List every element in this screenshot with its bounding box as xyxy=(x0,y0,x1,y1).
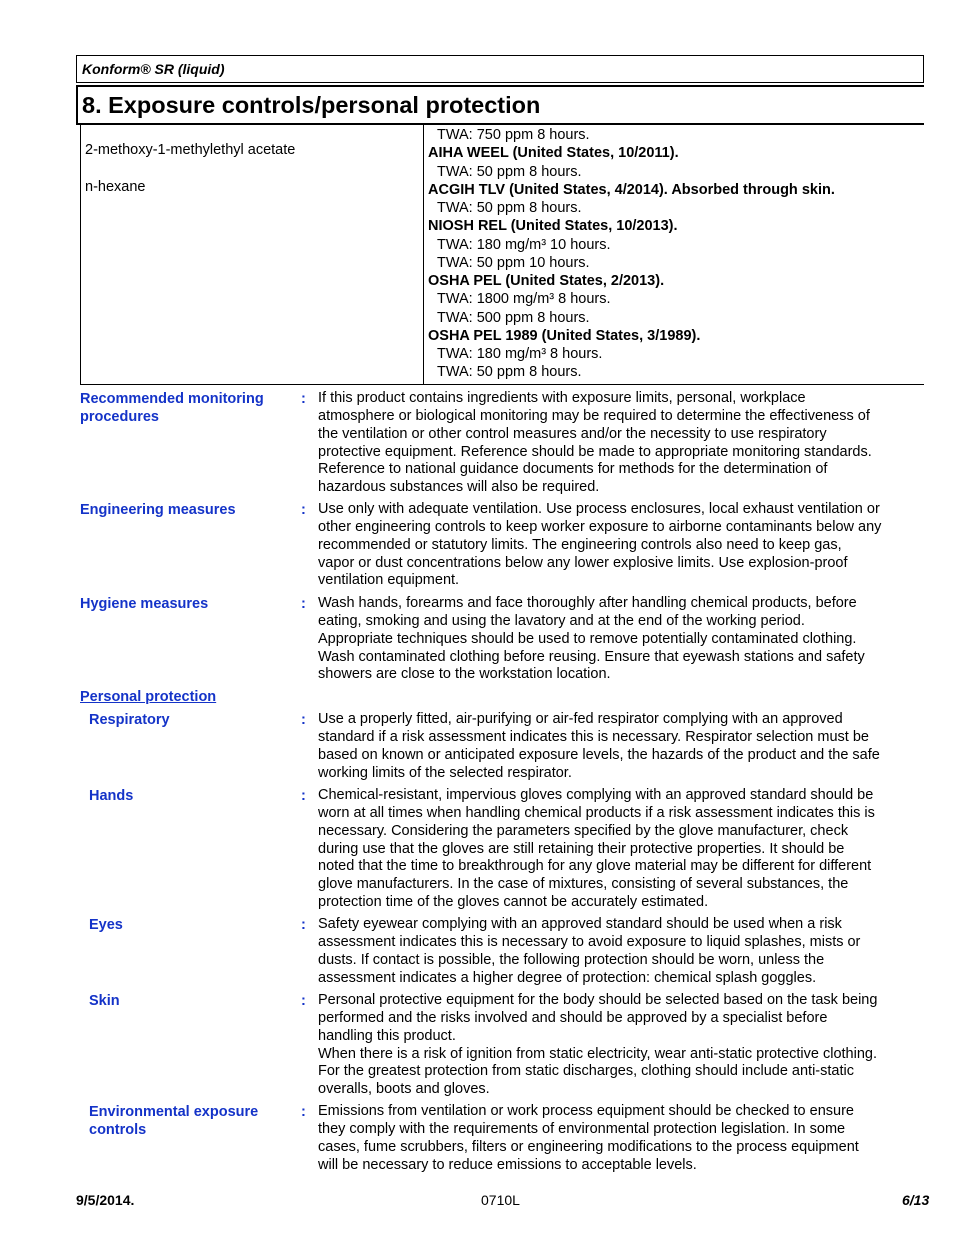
exposure-standard: OSHA PEL (United States, 2/2013). xyxy=(428,273,665,289)
ingredient-name: n-hexane xyxy=(85,179,146,195)
exposure-standard: OSHA PEL 1989 (United States, 3/1989). xyxy=(428,327,701,344)
exposure-value: TWA: 180 mg/m³ 10 hours. xyxy=(437,236,611,253)
monitoring-text: If this product contains ingredients with exposure limits, personal, workplace atmosphere or biological monitoring may be required to determine the effectiveness of the ventilation or other control measures and/or the necessity to use respiratory protective equipment. Reference should be made to appropriate monitoring standards. Reference to national guidance documents for methods for the determination of hazardous substances will also be required. xyxy=(318,390,872,496)
colon: : xyxy=(301,917,306,933)
exposure-standard: ACGIH TLV (United States, 4/2014). Absorbed through skin. xyxy=(428,181,835,198)
footer-code: 0710L xyxy=(481,1192,520,1208)
exposure-standard: AIHA WEEL (United States, 10/2011). xyxy=(428,145,679,162)
respiratory-text: Use a properly fitted, air-purifying or air-fed respirator complying with an approved standard if a risk assessment indicates this is necessary. Respirator selection must be based on known or anticipated exposure levels, the hazards of the product and the safe working limits of the selected respirator. xyxy=(318,711,880,781)
hygiene-label: Hygiene measures xyxy=(80,596,209,612)
colon: : xyxy=(301,712,306,728)
colon: : xyxy=(301,993,306,1009)
hands-label: Hands xyxy=(89,788,134,804)
personal-protection-heading: Personal protection xyxy=(80,689,217,705)
hands-text: Chemical-resistant, impervious gloves complying with an approved standard should be worn at all times when handling chemical products if a risk assessment indicates this is necessary. Considering the parameters specified by the glove manufacturer, check during use that the gloves are still retaining their protective properties. It should be noted that the time to breakthrough for any glove material may be different for different glove manufacturers. In the case of mixtures, consisting of several substances, the protection time of the gloves cannot be accurately estimated. xyxy=(318,787,875,911)
footer-date: 9/5/2014. xyxy=(76,1192,135,1208)
respiratory-label: Respiratory xyxy=(89,712,170,728)
environmental-label: Environmental exposure controls xyxy=(89,1104,259,1138)
eyes-label: Eyes xyxy=(89,917,123,933)
skin-text: Personal protective equipment for the body should be selected based on the task being performed and the risks involved and should be approved by a specialist before handling this product. When there is a risk of ignition from static electricity, wear anti-static protective clothing. For the greatest protection from static discharges, clothing should include anti-static overalls, boots and gloves. xyxy=(318,992,878,1098)
exposure-value: TWA: 50 ppm 10 hours. xyxy=(437,254,590,271)
colon: : xyxy=(301,502,306,518)
exposure-limits-list xyxy=(428,126,923,382)
exposure-standard: NIOSH REL (United States, 10/2013). xyxy=(428,218,678,235)
eyes-text: Safety eyewear complying with an approved standard should be used when a risk assessment indicates this is necessary to avoid exposure to liquid splashes, mists or dusts. If contact is possible, the following protection should be worn, unless the assessment indicates a higher degree of protection: chemical splash goggles. xyxy=(318,916,861,986)
exposure-value: TWA: 1800 mg/m³ 8 hours. xyxy=(437,291,611,308)
exposure-value: TWA: 500 ppm 8 hours. xyxy=(437,309,590,326)
colon: : xyxy=(301,788,306,804)
engineering-label: Engineering measures xyxy=(80,502,236,518)
ingredient-name: 2-methoxy-1-methylethyl acetate xyxy=(85,142,296,158)
colon: : xyxy=(301,596,306,612)
exposure-value: TWA: 50 ppm 8 hours. xyxy=(437,364,582,381)
exposure-value: TWA: 50 ppm 8 hours. xyxy=(437,163,582,180)
skin-label: Skin xyxy=(89,993,120,1009)
footer-page-number: 6/13 xyxy=(902,1192,930,1208)
environmental-text: Emissions from ventilation or work process equipment should be checked to ensure they comply with the requirements of environmental protection legislation. In some cases, fume scrubbers, filters or engineering modifications to the process equipment will be necessary to reduce emissions to acceptable levels. xyxy=(318,1103,859,1173)
colon: : xyxy=(301,1104,306,1120)
product-name-header: Konform® SR (liquid) xyxy=(76,55,924,83)
hygiene-text: Wash hands, forearms and face thoroughly after handling chemical products, before eating, smoking and using the lavatory and at the end of the working period. Appropriate techniques should be used to remove potentially contaminated clothing. Wash contaminated clothing before reusing. Ensure that eyewash stations and safety showers are close to the workstation location. xyxy=(318,595,865,683)
monitoring-label: Recommended monitoring procedures xyxy=(80,391,264,425)
exposure-value: TWA: 750 ppm 8 hours. xyxy=(437,127,590,143)
exposure-limits-table xyxy=(80,124,924,385)
table-column-divider xyxy=(423,124,424,384)
section-title: 8. Exposure controls/personal protection xyxy=(76,85,924,125)
exposure-value: TWA: 180 mg/m³ 8 hours. xyxy=(437,346,603,362)
exposure-value: TWA: 50 ppm 8 hours. xyxy=(437,200,582,216)
colon: : xyxy=(301,391,306,407)
engineering-text: Use only with adequate ventilation. Use process enclosures, local exhaust ventilation or other engineering controls to keep worker exposure to airborne contaminants below any recommended or statutory limits. The engineering controls also need to keep gas, vapor or dust concentrations below any lower explosive limits. Use explosion-proof ventilation equipment. xyxy=(318,501,882,589)
